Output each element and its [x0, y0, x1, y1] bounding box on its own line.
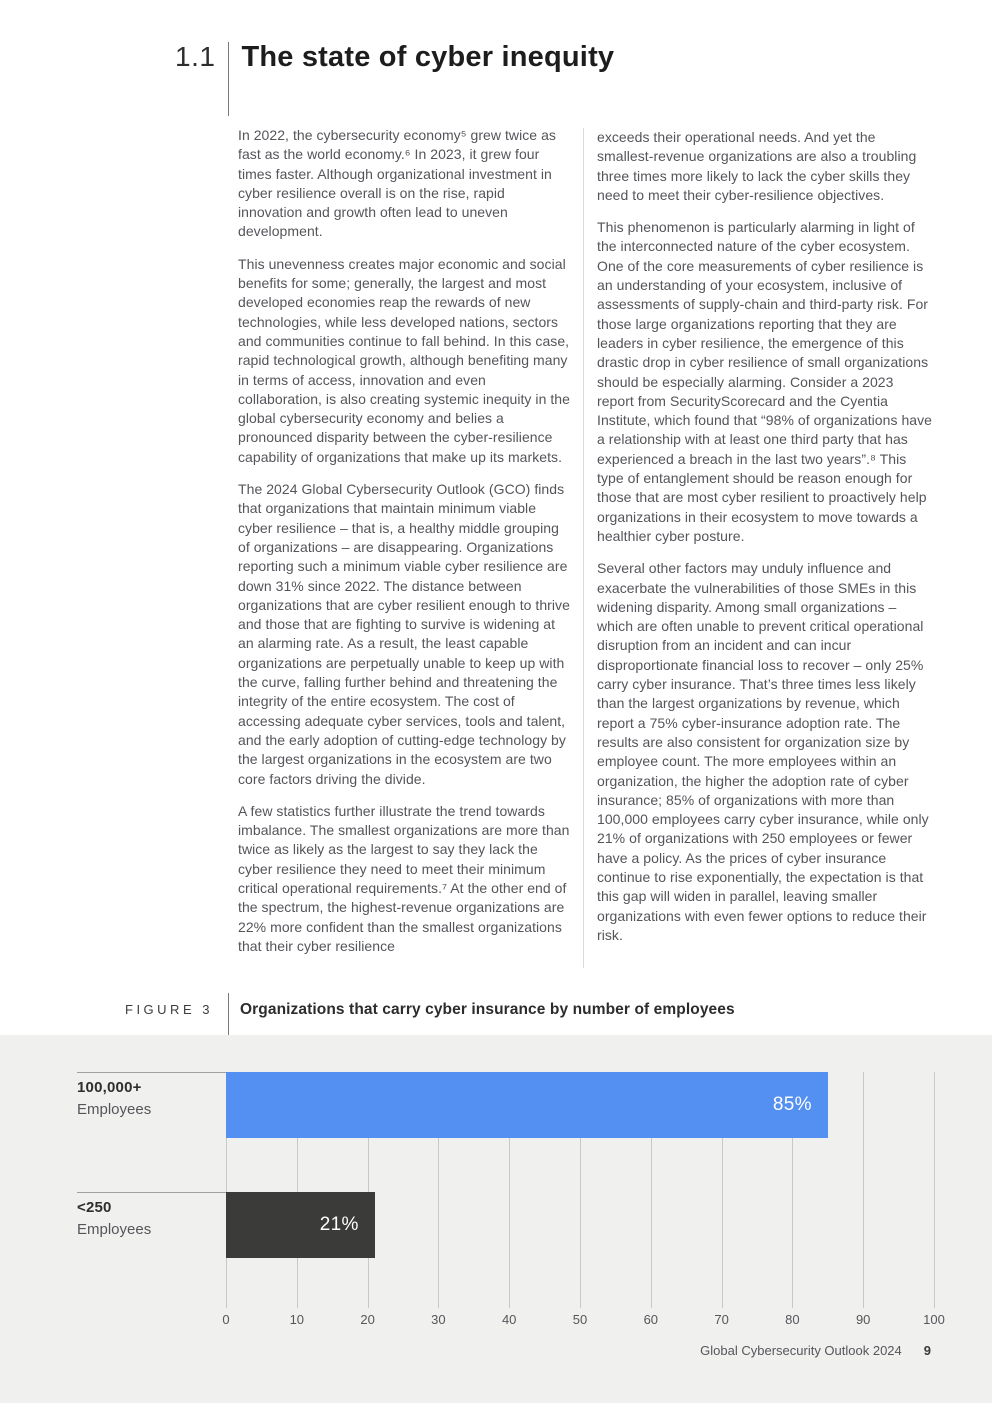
- category-label: [77, 1077, 151, 1121]
- category-label: [77, 1197, 151, 1241]
- x-tick-label: 80: [785, 1312, 800, 1327]
- category-label-line: [77, 1192, 226, 1193]
- category-label-line: [77, 1072, 226, 1073]
- body-column-right: [597, 128, 932, 958]
- x-tick-label: 90: [855, 1312, 871, 1327]
- bar-value-label: 85%: [772, 1094, 812, 1115]
- paragraph: This phenomenon is particularly alarming in light of the interconnected nature of the cyber ecosystem. One of the core measurements of cyber resilience is an understanding of your ecosystem, inclusive of assessments of supply-chain and third-party risk. For those large organizations reporting that they are leaders in cyber resilience, the emergence of this drastic drop in cyber resilience of small organizations should be especially alarming. Consider a 2023 report from SecurityScorecard and the Cyentia Institute, which found that “98% of organizations have a relationship with at least one third party that has experienced a breach in the last two years”.⁸ This type of entanglement should be reason enough for those that are most cyber resilient to proactively help organizations in their ecosystem to move towards a healthier cyber posture.: [597, 219, 932, 544]
- figure-caption-row: [125, 993, 925, 1039]
- paragraph: A few statistics further illustrate the trend towards imbalance. The smallest organizations are more than twice as likely as the largest to say they lack the cyber resilience they need to meet their minimum critical operational requirements.⁷ At the other end of the spectrum, the highest-revenue organizations are 22% more confident than the smallest organizations that their cyber resilience: [238, 802, 570, 954]
- chart-bar: [226, 1192, 375, 1258]
- chart-bar: [226, 1072, 828, 1138]
- figure-divider: [228, 993, 229, 1039]
- paragraph: This unevenness creates major economic and social benefits for some; generally, the largest and most developed economies reap the rewards of new technologies, while less developed nations, sectors and communities continue to fall behind. In this case, rapid technological growth, although benefiting many in terms of access, innovation and even collaboration, is also creating systemic inequity in the global cybersecurity economy and belies a pronounced disparity between the cyber-resilience capability of organizations that make up its markets.: [238, 255, 570, 465]
- section-number: 1.1: [175, 41, 216, 72]
- body-columns: [238, 126, 932, 988]
- x-tick-label: 20: [360, 1312, 375, 1327]
- figure-caption: Organizations that carry cyber insurance by number of employees: [240, 1001, 735, 1018]
- x-tick-label: 100: [923, 1312, 945, 1327]
- column-divider: [583, 128, 584, 968]
- gridline: [934, 1072, 935, 1308]
- gridline: [863, 1072, 864, 1308]
- bar-value-label: 21%: [319, 1214, 359, 1235]
- category-label-line1: 100,000+: [77, 1079, 142, 1096]
- x-tick-label: 60: [643, 1312, 659, 1327]
- x-tick-label: 30: [431, 1312, 446, 1327]
- section-header: [175, 40, 614, 116]
- body-column-left: [238, 126, 572, 969]
- chart-section: [0, 1035, 992, 1403]
- category-label-line1: <250: [77, 1199, 112, 1216]
- x-tick-label: 0: [222, 1312, 230, 1327]
- paragraph: In 2022, the cybersecurity economy⁵ grew twice as fast as the world economy.⁶ In 2023, it grew four times faster. Although organizational investment in cyber resilience overall is on the rise, rapid innovation and growth often lead to uneven development.: [238, 127, 556, 240]
- x-tick-label: 70: [714, 1312, 729, 1327]
- category-label-line2: Employees: [77, 1221, 152, 1238]
- x-tick-label: 50: [572, 1312, 588, 1327]
- paragraph: Several other factors may unduly influence and exacerbate the vulnerabilities of those SMEs in this widening disparity. Among small organizations – which are often unable to prevent critical operational disruption from an incident and can incur disproportionate financial loss to recover – only 25% carry cyber insurance. That’s three times less likely than the largest organizations by revenue, which report a 75% cyber-insurance adoption rate. The results are also consistent for organization size by employee count. The more employees within an organization, the higher the adoption rate of cyber insurance; 85% of organizations with more than 100,000 employees carry cyber insurance, while only 21% of organizations with 250 employees or fewer have a policy. As the prices of cyber insurance continue to rise exponentially, the expectation is that this gap will widen in parallel, leaving smaller organizations with even fewer options to reduce their risk.: [597, 560, 929, 943]
- page-title: The state of cyber inequity: [241, 41, 615, 73]
- page-footer: [700, 1343, 931, 1358]
- paragraph: exceeds their operational needs. And yet the smallest-revenue organizations are also a troubling three times more likely to lack the cyber skills they need to meet their cyber-resilience objectives.: [597, 129, 917, 203]
- figure-label: FIGURE 3: [125, 1002, 213, 1017]
- x-tick-label: 40: [501, 1312, 517, 1327]
- footer-page-number: 9: [923, 1343, 931, 1358]
- header-divider: [228, 42, 229, 116]
- paragraph: The 2024 Global Cybersecurity Outlook (GCO) finds that organizations that maintain minimum viable cyber resilience – that is, a healthy middle grouping of organizations – are disappearing. Organizations reporting such a minimum viable cyber resilience are down 31% since 2022. The distance between organizations that are cyber resilient enough to thrive and those that are fighting to survive is widening at an alarming rate. As a result, the least capable organizations are perpetually unable to keep up with the curve, falling further behind and threatening the integrity of the entire ecosystem. The cost of accessing adequate cyber services, tools and talent, and the early adoption of cutting-edge technology by the largest organizations in the ecosystem are two core factors driving the divide.: [238, 481, 570, 787]
- category-label-line2: Employees: [77, 1101, 152, 1118]
- footer-report-title: Global Cybersecurity Outlook 2024: [700, 1343, 902, 1358]
- x-tick-label: 10: [289, 1312, 305, 1327]
